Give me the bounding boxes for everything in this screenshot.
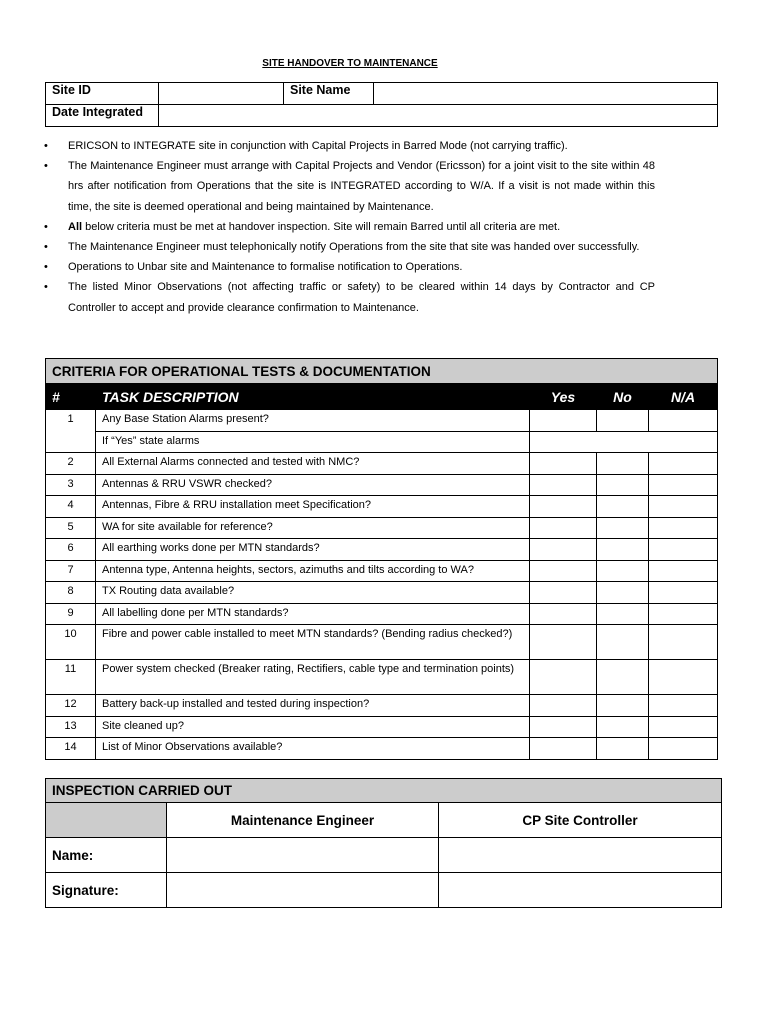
checkbox-yes[interactable] xyxy=(530,603,597,625)
checkbox-no[interactable] xyxy=(597,660,649,695)
bullet-icon: • xyxy=(44,241,48,254)
note-item xyxy=(40,136,655,156)
checkbox-no[interactable] xyxy=(597,453,649,475)
task-number: 8 xyxy=(46,582,96,604)
note-text: The Maintenance Engineer must telephonically notify Operations from the site that site was handed over successfully. xyxy=(68,241,640,254)
task-number: 13 xyxy=(46,716,96,738)
col-header-task: TASK DESCRIPTION xyxy=(96,384,530,410)
task-number: 1 xyxy=(46,410,96,432)
note-item xyxy=(40,277,655,317)
task-description: List of Minor Observations available? xyxy=(96,738,530,760)
task-number xyxy=(46,431,96,453)
checkbox-no[interactable] xyxy=(597,716,649,738)
table-row xyxy=(46,560,718,582)
checkbox-yes[interactable] xyxy=(530,660,597,695)
note-text: below criteria must be met at handover inspection. Site will remain Barred until all criteria are met. xyxy=(82,220,561,233)
checkbox-no[interactable] xyxy=(597,582,649,604)
checkbox-yes[interactable] xyxy=(530,496,597,518)
controller-signature-field[interactable] xyxy=(439,873,722,908)
site-name-field[interactable] xyxy=(374,83,718,105)
checkbox-yes[interactable] xyxy=(530,625,597,660)
note-item xyxy=(40,217,655,237)
checkbox-na[interactable] xyxy=(649,695,718,717)
task-number: 10 xyxy=(46,625,96,660)
table-row xyxy=(46,410,718,432)
checkbox-no[interactable] xyxy=(597,603,649,625)
checkbox-no[interactable] xyxy=(597,738,649,760)
date-integrated-label: Date Integrated xyxy=(46,105,159,127)
note-text: ERICSON to INTEGRATE site in conjunction with Capital Projects in Barred Mode (not carrying traffic). xyxy=(68,140,568,152)
task-number: 6 xyxy=(46,539,96,561)
task-description: WA for site available for reference? xyxy=(96,517,530,539)
checkbox-no[interactable] xyxy=(597,539,649,561)
note-item xyxy=(40,257,655,277)
task-description: All earthing works done per MTN standards? xyxy=(96,539,530,561)
checkbox-na[interactable] xyxy=(649,410,718,432)
task-description: All labelling done per MTN standards? xyxy=(96,603,530,625)
criteria-table xyxy=(45,358,718,760)
bullet-icon: • xyxy=(44,140,48,152)
task-description: Antennas & RRU VSWR checked? xyxy=(96,474,530,496)
signature-label: Signature: xyxy=(46,873,167,908)
checkbox-yes[interactable] xyxy=(530,539,597,561)
note-item xyxy=(40,237,655,257)
bullet-icon: • xyxy=(44,220,48,233)
criteria-section-title: CRITERIA FOR OPERATIONAL TESTS & DOCUMENTATION xyxy=(46,359,718,384)
checkbox-na[interactable] xyxy=(649,496,718,518)
bullet-icon: • xyxy=(44,261,48,274)
checkbox-yes[interactable] xyxy=(530,517,597,539)
checkbox-na[interactable] xyxy=(649,660,718,695)
note-text: Operations to Unbar site and Maintenance to formalise notification to Operations. xyxy=(68,261,463,274)
inspection-table xyxy=(45,778,722,908)
task-description: Any Base Station Alarms present? xyxy=(96,410,530,432)
cp-site-controller-header: CP Site Controller xyxy=(439,803,722,838)
checkbox-na[interactable] xyxy=(649,716,718,738)
table-row xyxy=(46,496,718,518)
table-row xyxy=(46,453,718,475)
col-header-yes: Yes xyxy=(530,384,597,410)
inspection-corner-cell xyxy=(46,803,167,838)
task-number: 9 xyxy=(46,603,96,625)
table-row xyxy=(46,625,718,660)
table-row xyxy=(46,474,718,496)
checkbox-na[interactable] xyxy=(649,738,718,760)
note-emphasis: All xyxy=(68,220,83,233)
checkbox-no[interactable] xyxy=(597,625,649,660)
handover-notes-list xyxy=(40,136,655,318)
document-title: SITE HANDOVER TO MAINTENANCE xyxy=(262,58,438,69)
task-description: Site cleaned up? xyxy=(96,716,530,738)
task-number: 5 xyxy=(46,517,96,539)
checkbox-na[interactable] xyxy=(649,560,718,582)
task-description: Antenna type, Antenna heights, sectors, azimuths and tilts according to WA? xyxy=(96,560,530,582)
alarms-detail-field[interactable] xyxy=(530,431,718,453)
table-row xyxy=(46,582,718,604)
checkbox-no[interactable] xyxy=(597,517,649,539)
date-integrated-field[interactable] xyxy=(159,105,718,127)
controller-name-field[interactable] xyxy=(439,838,722,873)
bullet-icon: • xyxy=(44,281,48,294)
checkbox-na[interactable] xyxy=(649,603,718,625)
checkbox-na[interactable] xyxy=(649,517,718,539)
name-label: Name: xyxy=(46,838,167,873)
checkbox-yes[interactable] xyxy=(530,582,597,604)
engineer-name-field[interactable] xyxy=(167,838,439,873)
site-name-label: Site Name xyxy=(284,83,374,105)
task-description: Battery back-up installed and tested during inspection? xyxy=(96,695,530,717)
task-description: Power system checked (Breaker rating, Rectifiers, cable type and termination points) xyxy=(96,660,530,695)
task-description: TX Routing data available? xyxy=(96,582,530,604)
task-description: Fibre and power cable installed to meet MTN standards? (Bending radius checked?) xyxy=(96,625,530,660)
task-number: 3 xyxy=(46,474,96,496)
checkbox-na[interactable] xyxy=(649,582,718,604)
col-header-na: N/A xyxy=(649,384,718,410)
checkbox-na[interactable] xyxy=(649,625,718,660)
note-text: The listed Minor Observations (not affecting traffic or safety) to be cleared within 14 days by Contractor and CP Controller to accept and provide clearance confirmation to Maintenance. xyxy=(68,281,655,314)
checkbox-yes[interactable] xyxy=(530,410,597,432)
checkbox-na[interactable] xyxy=(649,539,718,561)
site-id-label: Site ID xyxy=(46,83,159,105)
checkbox-yes[interactable] xyxy=(530,474,597,496)
site-info-table xyxy=(45,82,718,127)
engineer-signature-field[interactable] xyxy=(167,873,439,908)
inspection-section-title: INSPECTION CARRIED OUT xyxy=(46,779,722,803)
checkbox-yes[interactable] xyxy=(530,738,597,760)
task-description: If “Yes” state alarms xyxy=(96,431,530,453)
task-number: 7 xyxy=(46,560,96,582)
checkbox-yes[interactable] xyxy=(530,453,597,475)
checkbox-no[interactable] xyxy=(597,695,649,717)
table-row xyxy=(46,539,718,561)
task-number: 4 xyxy=(46,496,96,518)
table-row xyxy=(46,431,718,453)
col-header-num: # xyxy=(46,384,96,410)
task-number: 2 xyxy=(46,453,96,475)
checkbox-na[interactable] xyxy=(649,453,718,475)
checkbox-no[interactable] xyxy=(597,560,649,582)
col-header-no: No xyxy=(597,384,649,410)
checkbox-no[interactable] xyxy=(597,474,649,496)
checkbox-no[interactable] xyxy=(597,410,649,432)
maintenance-engineer-header: Maintenance Engineer xyxy=(167,803,439,838)
table-row xyxy=(46,660,718,695)
table-row xyxy=(46,738,718,760)
task-description: All External Alarms connected and tested with NMC? xyxy=(96,453,530,475)
task-description: Antennas, Fibre & RRU installation meet Specification? xyxy=(96,496,530,518)
note-text: The Maintenance Engineer must arrange with Capital Projects and Vendor (Ericsson) for a joint visit to the site within 48 hrs after notification from Operations that the site is INTEGRATED according to W/A. If a visit is not made within this time, the site is deemed operational and being maintained by Maintenance. xyxy=(68,160,655,213)
table-row xyxy=(46,603,718,625)
site-id-field[interactable] xyxy=(159,83,284,105)
checkbox-yes[interactable] xyxy=(530,716,597,738)
note-item xyxy=(40,156,655,217)
bullet-icon: • xyxy=(44,160,48,173)
checkbox-na[interactable] xyxy=(649,474,718,496)
checkbox-yes[interactable] xyxy=(530,695,597,717)
table-row xyxy=(46,716,718,738)
table-row xyxy=(46,695,718,717)
task-number: 12 xyxy=(46,695,96,717)
checkbox-no[interactable] xyxy=(597,496,649,518)
table-row xyxy=(46,517,718,539)
task-number: 11 xyxy=(46,660,96,695)
checkbox-yes[interactable] xyxy=(530,560,597,582)
task-number: 14 xyxy=(46,738,96,760)
